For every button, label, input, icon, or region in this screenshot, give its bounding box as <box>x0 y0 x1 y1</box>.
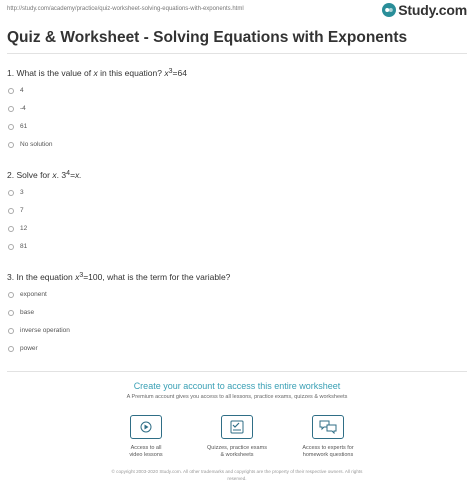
quiz-icon <box>221 415 253 439</box>
q2-option-1[interactable]: 3 <box>8 189 24 196</box>
feature-label: & worksheets <box>220 452 254 458</box>
radio-button[interactable] <box>8 190 14 196</box>
radio-button[interactable] <box>8 124 14 130</box>
page-title: Quiz & Worksheet - Solving Equations with Exponents <box>7 29 408 46</box>
question-1: 1. What is the value of x in this equation? $x^3=64$ <box>7 68 187 78</box>
q2-option-4[interactable]: 81 <box>8 243 27 250</box>
radio-button[interactable] <box>8 88 14 94</box>
q3-option-1[interactable]: exponent <box>8 291 47 298</box>
q1-option-1[interactable]: 4 <box>8 87 24 94</box>
q1-option-2[interactable]: -4 <box>8 105 26 112</box>
feature-label: Quizzes, practice exams <box>207 445 267 451</box>
q3-option-4[interactable]: power <box>8 345 38 352</box>
copyright-text-reserved: reserved. <box>227 476 247 481</box>
radio-button[interactable] <box>8 142 14 148</box>
radio-button[interactable] <box>8 346 14 352</box>
cta-divider <box>7 371 467 372</box>
radio-button[interactable] <box>8 328 14 334</box>
feature-experts <box>283 415 373 459</box>
q3-option-2[interactable]: base <box>8 309 34 316</box>
radio-button[interactable] <box>8 208 14 214</box>
radio-button[interactable] <box>8 244 14 250</box>
copyright-text: © copyright 2003-2020 Study.com. All other trademarks and copyrights are the property of their respective owners. All rights <box>111 469 363 474</box>
copyright-footer <box>0 468 474 482</box>
page-url: http://study.com/academy/practice/quiz-worksheet-solving-equations-with-exponents.html <box>7 6 244 12</box>
q2-option-3[interactable]: 12 <box>8 225 27 232</box>
question-2: 2. Solve for x. $3^4=x$. <box>7 170 82 180</box>
feature-label: Access to experts for <box>302 445 354 451</box>
study-logo-icon <box>382 3 396 17</box>
q1-option-3[interactable]: 61 <box>8 123 27 130</box>
radio-button[interactable] <box>8 292 14 298</box>
feature-label: video lessons <box>129 452 163 458</box>
cta-title[interactable]: Create your account to access this entire worksheet <box>133 381 341 391</box>
feature-label: homework questions <box>302 452 354 458</box>
study-logo-text: Study.com <box>398 2 467 18</box>
feature-video-lessons <box>101 415 191 459</box>
radio-button[interactable] <box>8 310 14 316</box>
study-logo[interactable] <box>382 2 467 18</box>
q3-option-3[interactable]: inverse operation <box>8 327 70 334</box>
feature-label: Access to all <box>130 445 162 451</box>
radio-button[interactable] <box>8 106 14 112</box>
cta-subtitle: A Premium account gives you access to all lessons, practice exams, quizzes & worksheets <box>126 394 348 400</box>
q2-option-2[interactable]: 7 <box>8 207 24 214</box>
q1-option-4[interactable]: No solution <box>8 141 53 148</box>
feature-quizzes <box>192 415 282 459</box>
question-3: 3. In the equation $x^3=100$, what is the term for the variable? <box>7 272 231 282</box>
play-video-icon <box>130 415 162 439</box>
title-divider <box>7 53 467 54</box>
radio-button[interactable] <box>8 226 14 232</box>
chat-bubbles-icon <box>312 415 344 439</box>
